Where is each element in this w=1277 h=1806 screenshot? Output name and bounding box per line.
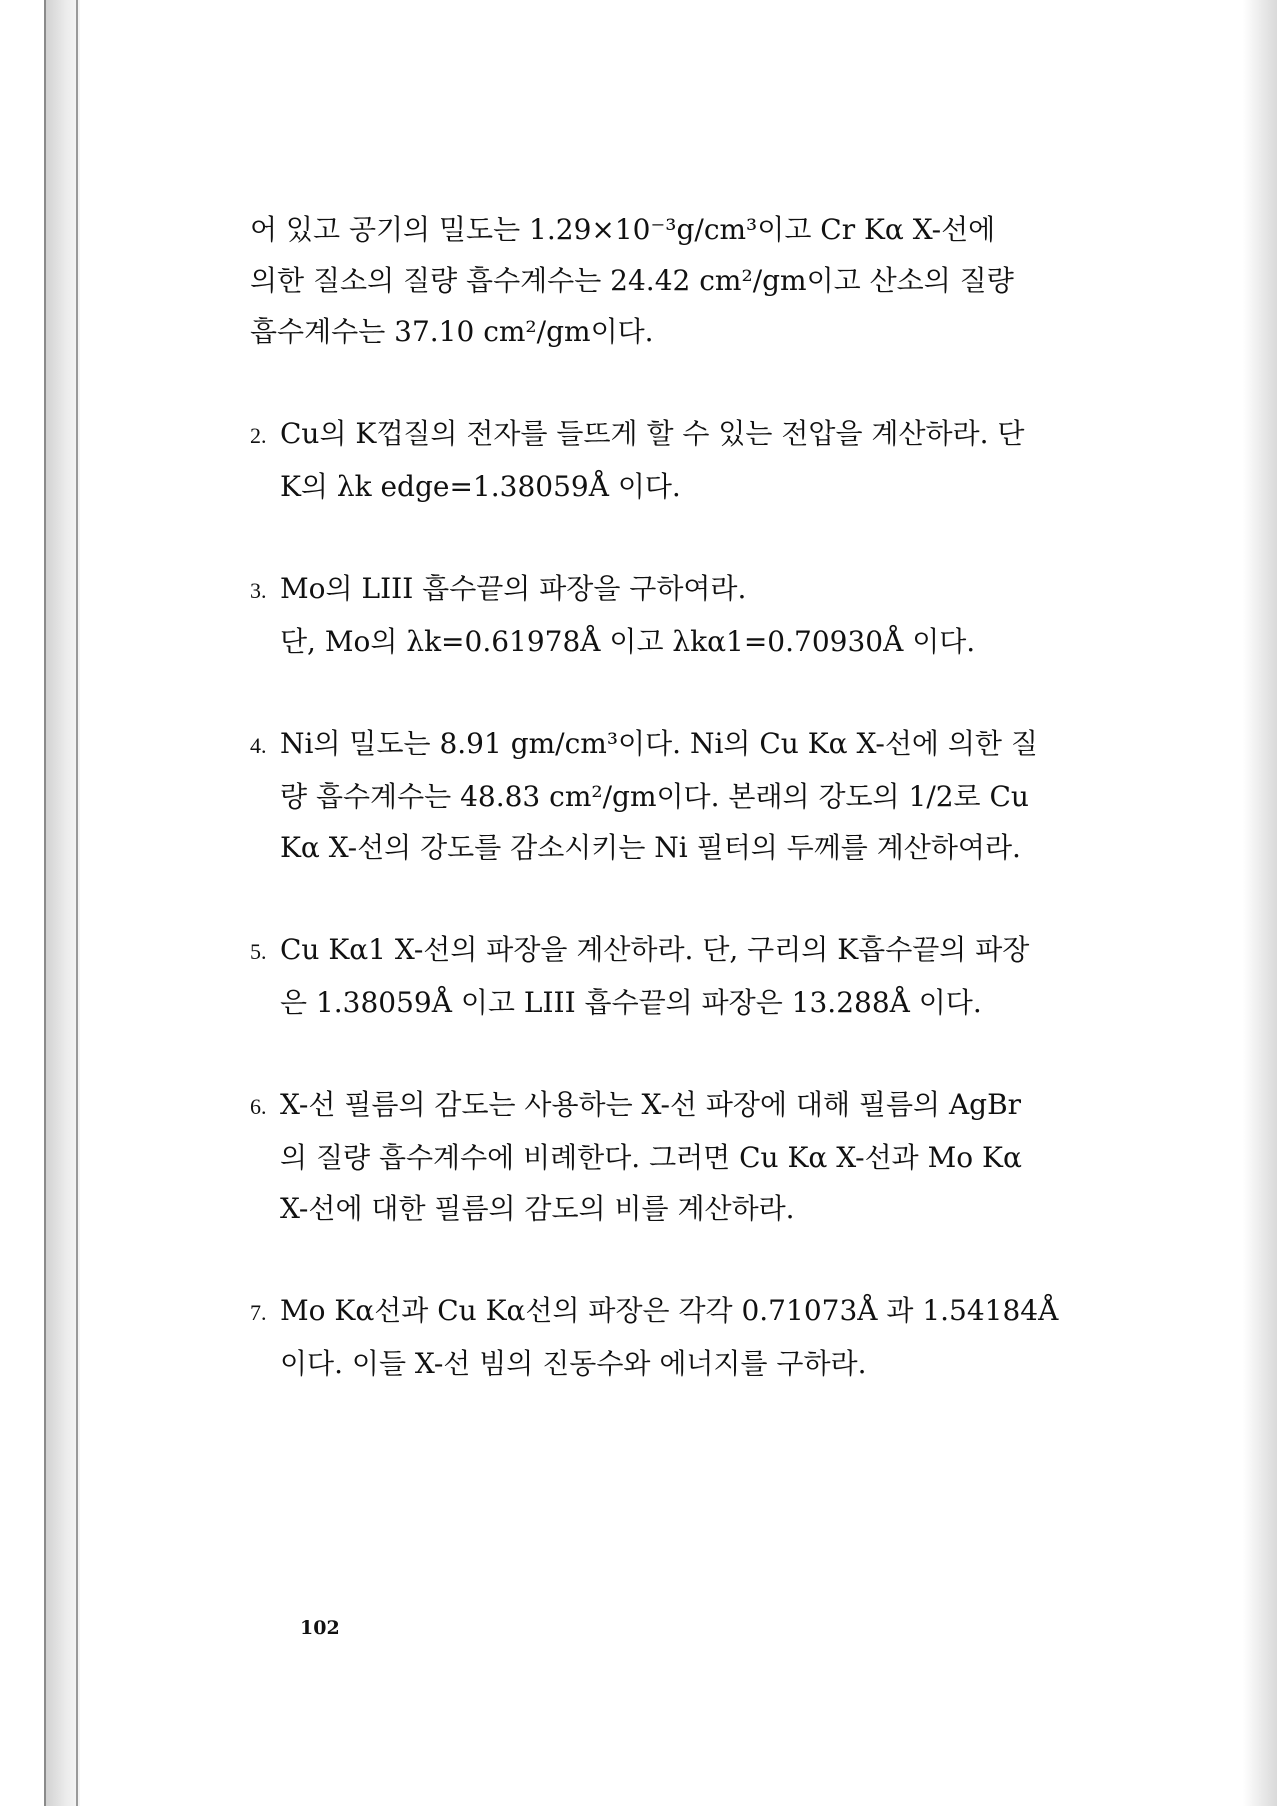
problem-number: 4. xyxy=(250,733,267,758)
problem-item xyxy=(250,1285,1150,1389)
problem-text: 어 있고 공기의 밀도는 1.29×10⁻³g/cm³이고 Cr Kα X-선에 xyxy=(250,213,996,246)
book-spine xyxy=(44,0,80,1806)
problem-number: 6. xyxy=(250,1094,267,1119)
page-content xyxy=(250,204,1150,1389)
problem-item xyxy=(250,408,1150,512)
problem-item xyxy=(250,718,1150,873)
problem-text: Cu Kα1 X-선의 파장을 계산하라. 단, 구리의 K흡수끝의 파장 xyxy=(280,933,1030,966)
text-line xyxy=(250,461,1150,512)
text-line xyxy=(250,255,1150,306)
problem-first-line xyxy=(250,924,1150,977)
spine-edge xyxy=(76,0,78,1806)
text-line xyxy=(250,977,1150,1028)
continued-text xyxy=(250,204,1150,357)
problem-item xyxy=(250,563,1150,667)
problem-text: 의한 질소의 질량 흡수계수는 24.42 cm²/gm이고 산소의 질량 xyxy=(250,264,1014,297)
problem-number: 5. xyxy=(250,939,267,964)
page-edge-shadow xyxy=(1243,0,1277,1806)
problem-text: K의 λk edge=1.38059Å 이다. xyxy=(280,470,681,503)
problem-first-line xyxy=(250,1079,1150,1132)
problem-text: 량 흡수계수는 48.83 cm²/gm이다. 본래의 강도의 1/2로 Cu xyxy=(280,780,1029,813)
problem-text: 의 질량 흡수계수에 비례한다. 그러면 Cu Kα X-선과 Mo Kα xyxy=(280,1141,1022,1174)
problem-number: 7. xyxy=(250,1300,267,1325)
problem-text: 흡수계수는 37.10 cm²/gm이다. xyxy=(250,315,654,348)
problem-item xyxy=(250,924,1150,1028)
text-line xyxy=(250,306,1150,357)
problem-first-line xyxy=(250,563,1150,616)
text-line xyxy=(250,1132,1150,1183)
problem-text: 이다. 이들 X-선 빔의 진동수와 에너지를 구하라. xyxy=(280,1347,867,1380)
problem-text: Kα X-선의 강도를 감소시키는 Ni 필터의 두께를 계산하여라. xyxy=(280,831,1021,864)
text-line xyxy=(250,822,1150,873)
problem-first-line xyxy=(250,1285,1150,1338)
problem-text: Mo의 LIII 흡수끝의 파장을 구하여라. xyxy=(280,572,747,605)
problem-text: Mo Kα선과 Cu Kα선의 파장은 각각 0.71073Å 과 1.54184Å xyxy=(280,1294,1059,1327)
problem-first-line xyxy=(250,408,1150,461)
problem-text: X-선 필름의 감도는 사용하는 X-선 파장에 대해 필름의 AgBr xyxy=(280,1088,1022,1121)
text-line xyxy=(250,616,1150,667)
problem-first-line xyxy=(250,718,1150,771)
text-line xyxy=(250,204,1150,255)
text-line xyxy=(250,1338,1150,1389)
problem-text: 은 1.38059Å 이고 LIII 흡수끝의 파장은 13.288Å 이다. xyxy=(280,986,982,1019)
page-number: 102 xyxy=(300,1617,340,1639)
text-line xyxy=(250,1183,1150,1234)
problem-number: 2. xyxy=(250,423,267,448)
problem-text: Cu의 K껍질의 전자를 들뜨게 할 수 있는 전압을 계산하라. 단 xyxy=(280,417,1025,450)
text-line xyxy=(250,771,1150,822)
problem-number: 3. xyxy=(250,578,267,603)
problem-text: X-선에 대한 필름의 감도의 비를 계산하라. xyxy=(280,1192,795,1225)
problem-text: 단, Mo의 λk=0.61978Å 이고 λkα1=0.70930Å 이다. xyxy=(280,625,976,658)
problem-item xyxy=(250,1079,1150,1234)
problem-text: Ni의 밀도는 8.91 gm/cm³이다. Ni의 Cu Kα X-선에 의한 질 xyxy=(280,727,1038,760)
